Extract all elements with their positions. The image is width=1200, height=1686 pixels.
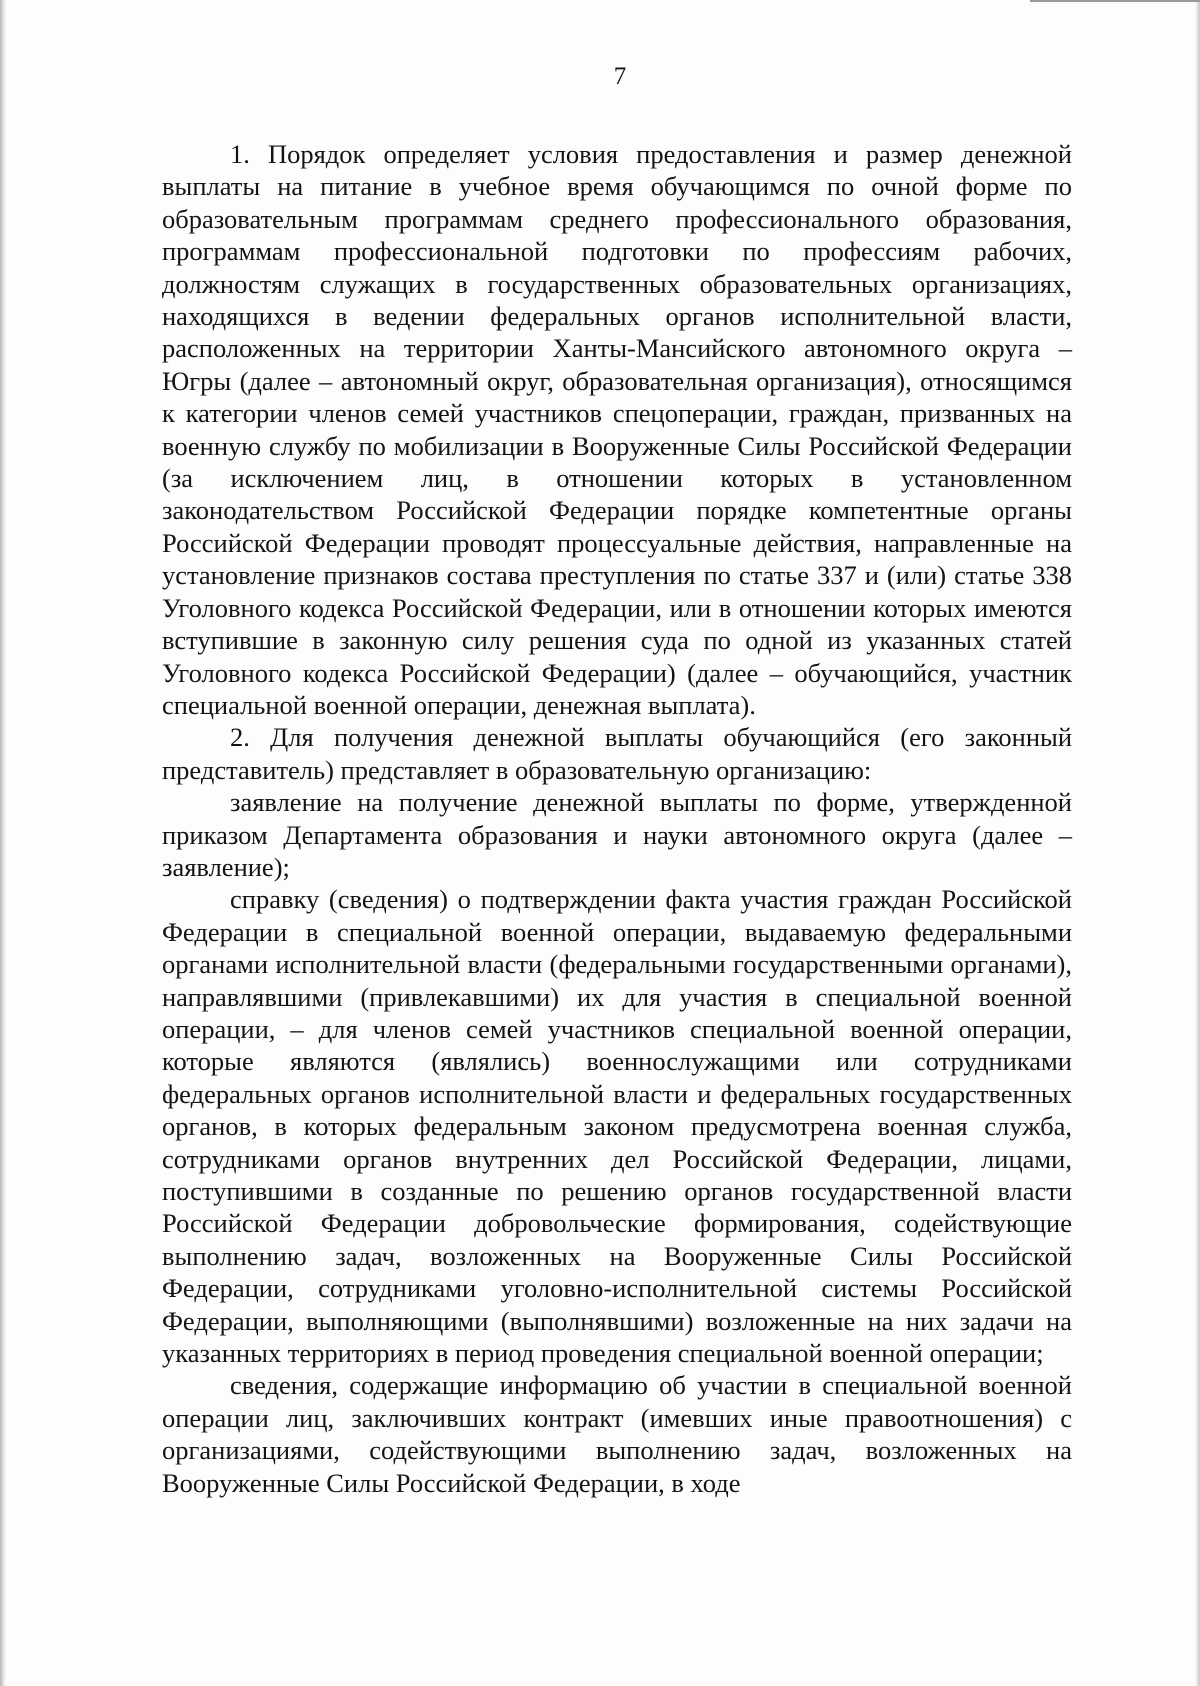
scan-edge-right (1195, 0, 1200, 1686)
scan-edge-top (1030, 0, 1200, 2)
scan-edge-left (0, 0, 6, 1686)
page-number: 7 (613, 63, 627, 90)
paragraph-4: справку (сведения) о подтверждении факта участия граждан Российской Федерации в специальной военной операции, выдаваемую федеральными органами исполнительной власти (федеральными государственными органами), направлявшими (привлекавшими) их для участия в специальной военной операции, – для членов семей участников специальной военной операции, которые являются (являлись) военнослужащими или сотрудниками федеральных органов исполнительной власти и федеральных государственных органов, в которых федеральным законом предусмотрена военная служба, сотрудниками органов внутренних дел Российской Федерации, лицами, поступившими в созданные по решению органов государственной власти Российской Федерации добровольческие формирования, содействующие выполнению задач, возложенных на Вооруженные Силы Российской Федерации, сотрудниками уголовно-исполнительной системы Российской Федерации, выполняющими (выполнявшими) возложенные на них задачи на указанных территориях в период проведения специальной военной операции; (162, 884, 1072, 1369)
paragraph-5: сведения, содержащие информацию об участии в специальной военной операции лиц, заключивших контракт (имевших иные правоотношения) с организациями, содействующими выполнению задач, возложенных на Вооруженные Силы Российской Федерации, в ходе (162, 1370, 1072, 1498)
paragraph-3: заявление на получение денежной выплаты по форме, утвержденной приказом Департамента образования и науки автономного округа (далее – заявление); (162, 787, 1072, 882)
paragraph-1: 1. Порядок определяет условия предоставления и размер денежной выплаты на питание в учебное время обучающимся по очной форме по образовательным программам среднего профессионального образования, программам профессиональной подготовки по профессиям рабочих, должностям служащих в государственных образовательных организациях, находящихся в ведении федеральных органов исполнительной власти, расположенных на территории Ханты-Мансийского автономного округа – Югры (далее – автономный округ, образовательная организация), относящимся к категории членов семей участников спецоперации, граждан, призванных на военную службу по мобилизации в Вооруженные Силы Российской Федерации (за исключением лиц, в отношении которых в установленном законодательством Российской Федерации порядке компетентные органы Российской Федерации проводят процессуальные действия, направленные на установление признаков состава преступления по статье 337 и (или) статье 338 Уголовного кодекса Российской Федерации, или в отношении которых имеются вступившие в законную силу решения суда по одной из указанных статей Уголовного кодекса Российской Федерации) (далее – обучающийся, участник специальной военной операции, денежная выплата). (162, 139, 1072, 720)
paragraph-2: 2. Для получения денежной выплаты обучающийся (его законный представитель) представляет в образовательную организацию: (162, 722, 1072, 785)
document-body (162, 138, 1072, 1499)
